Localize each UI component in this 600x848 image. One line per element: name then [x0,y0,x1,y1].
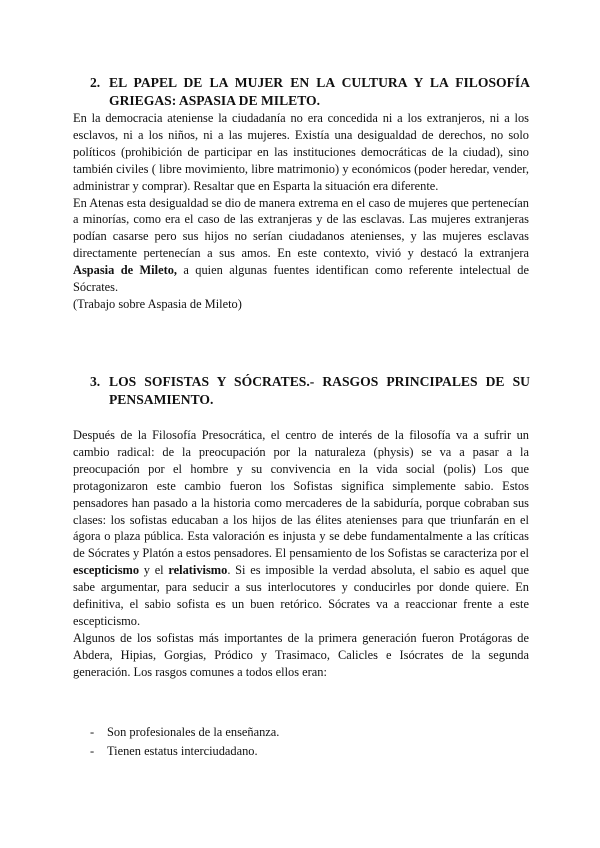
list-item [90,742,490,761]
relativismo-emphasis: relativismo [168,563,228,578]
section-3-paragraph-1-text-a: Después de la Filosofía Presocrática, el centro de interés de la filosofía va a sufrir un cambio radical: de la preocupación por la naturaleza (physis) se va a pasar a la preocupación por el hombre y su convivencia en la vida social (polis) Los que protagonizaron este cambio fueron los Sofistas significa simplemente sabio. Estos pensadores han pasado a la historia como mercaderes de la sabiduría, porque cobraban sus clases: los sofistas educaban a los hijos de las élites atenienses para que triunfarán en el ágora o plaza pública. Esta valoración es injusta y se debe fundamentalmente a las críticas de Sócrates y Platón a estos pensadores. El pensamiento de los Sofistas se caracteriza por el [73,428,529,561]
section-2-paragraph-2-text-a: En Atenas esta desigualdad se dio de manera extrema en el caso de mujeres que pertenecían a minorías, como era el caso de las extranjeras y de las esclavas. Las mujeres extranjeras podían casarse pero sus hijos no serían ciudadanos atenienses, y las mujeres esclavas directamente pertenecían a sus amos. En este contexto, vivió y destacó la extranjera [73,195,529,261]
dash-bullet: - [90,725,95,739]
sofistas-traits-list [90,723,490,760]
section-2-paragraph-3: (Trabajo sobre Aspasia de Mileto) [73,296,242,311]
aspasia-emphasis: Aspasia de Mileto, [73,263,177,278]
section-3-paragraph-1 [73,427,529,630]
section-3-body [73,427,529,681]
section-3-number: 3. [90,374,101,389]
section-3-heading [90,373,530,409]
section-2-body [73,110,529,313]
section-3-paragraph-1-text-b: y el [139,563,169,578]
section-2-heading [90,74,530,110]
section-2-paragraph-1: En la democracia ateniense la ciudadanía no era concedida ni a los extranjeros, ni a los esclavos, ni a los niños, ni a las mujeres. Existía una desigualdad de derechos, no solo políticos (prohibición de participar en las instituciones democráticas de la ciudad), sino también civiles ( libre movimiento, libre matrimonio) y económicos (poder heredar, vender, administrar y comprar). Resaltar que en Esparta la situación era diferente. [73,111,529,193]
list-item-text: Tienen estatus interciudadano. [107,743,258,758]
section-3-title: LOS SOFISTAS Y SÓCRATES.- RASGOS PRINCIPALES DE SU PENSAMIENTO. [109,374,530,407]
section-2-number: 2. [90,75,101,90]
escepticismo-emphasis: escepticismo [73,563,140,578]
section-2-paragraph-2 [73,195,529,296]
section-3-paragraph-2: Algunos de los sofistas más importantes de la primera generación fueron Protágoras de Abdera, Hipias, Gorgias, Pródico y Trasimaco, Calicles e Isócrates de la segunda generación. Los rasgos comunes a todos ellos eran: [73,630,529,679]
list-item [90,723,490,742]
list-item-text: Son profesionales de la enseñanza. [107,725,280,739]
section-3-paragraph-1-text-c: . Si es imposible la verdad absoluta, el sabio es aquel que sabe argumentar, para seducir a sus interlocutores y conducirles por donde quiere. En definitiva, el sabio sofista es un buen retórico. Sócrates va a reaccionar frente a este escepticismo. [73,563,530,628]
section-2-title: EL PAPEL DE LA MUJER EN LA CULTURA Y LA FILOSOFÍA GRIEGAS: ASPASIA DE MILETO. [109,75,530,108]
dash-bullet: - [90,743,95,758]
section-2-paragraph-2-text-b: a quien algunas fuentes identifican como referente intelectual de Sócrates. [73,263,530,295]
